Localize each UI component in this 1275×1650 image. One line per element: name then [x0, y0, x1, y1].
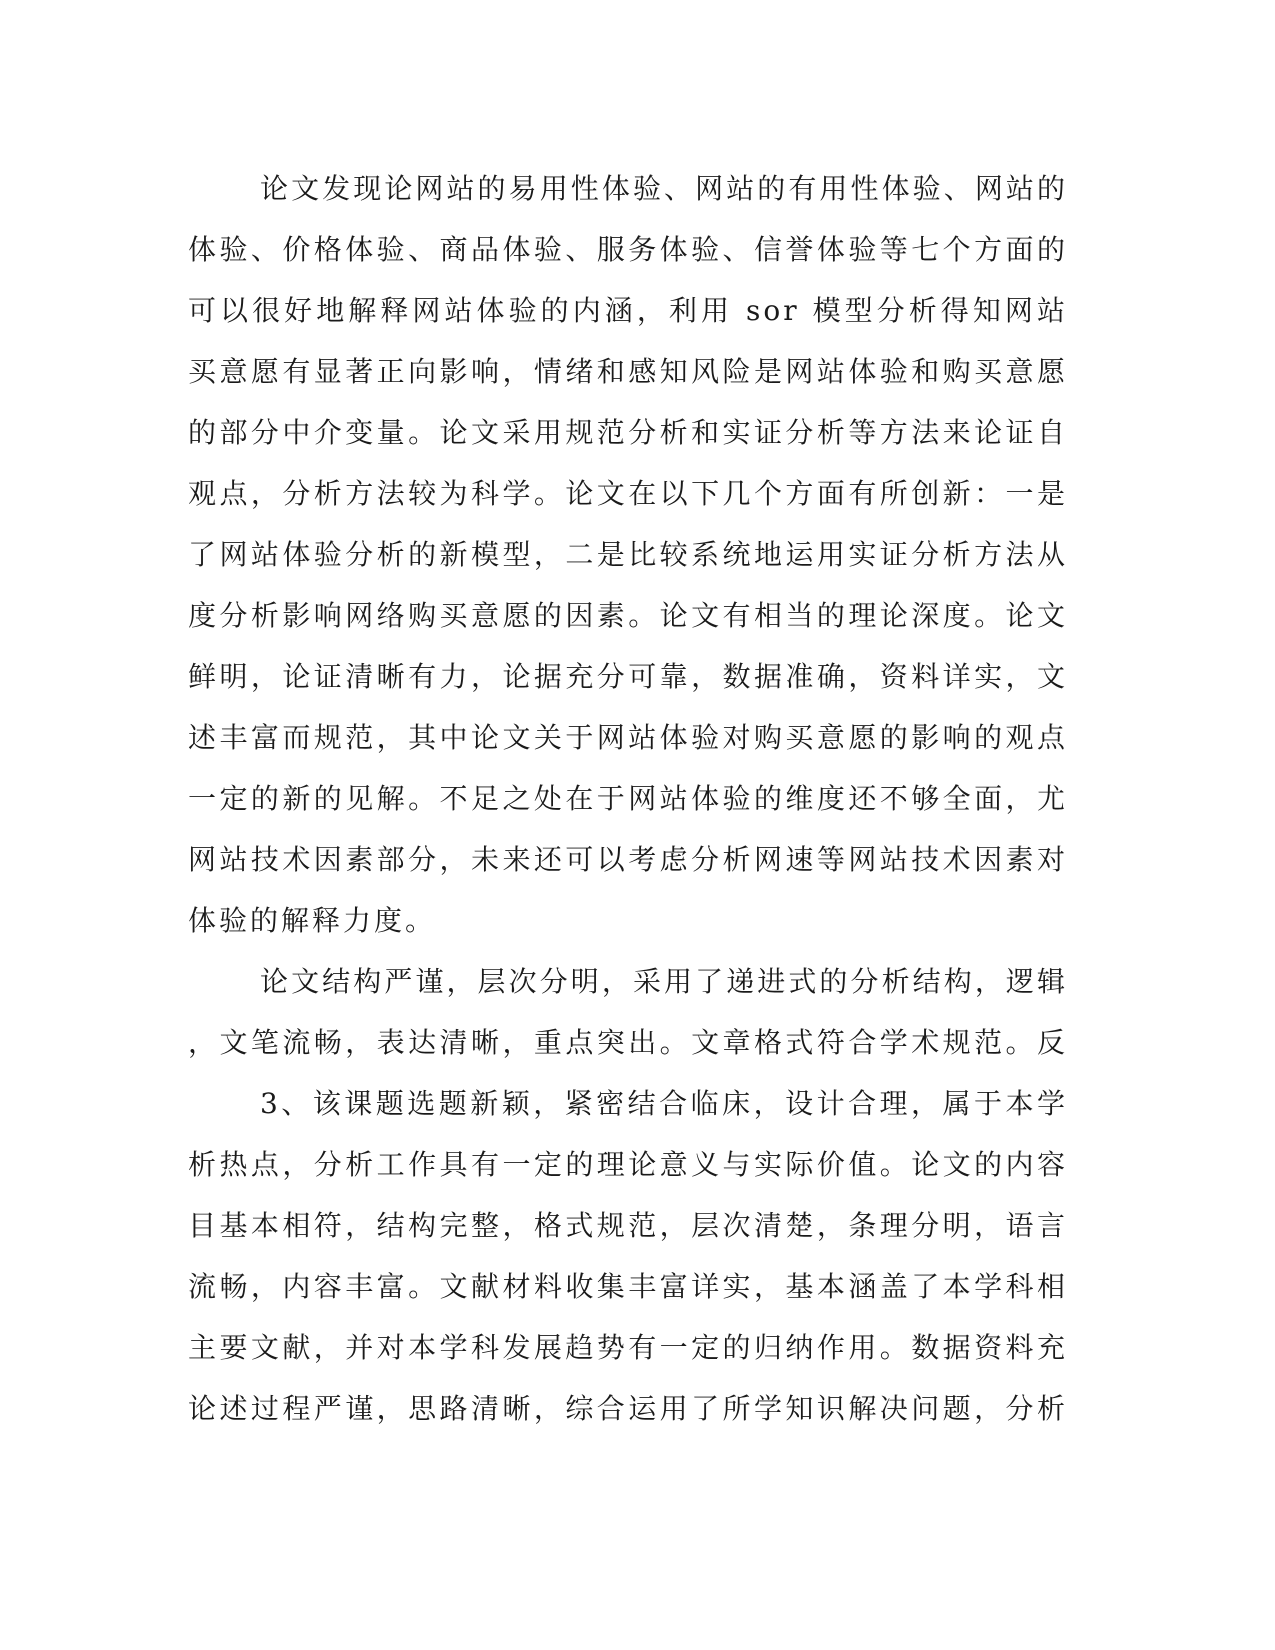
text-line: 析热点，分析工作具有一定的理论意义与实际价值。论文的内容	[188, 1148, 1068, 1181]
text-line: 3、该课题选题新颖，紧密结合临床，设计合理，属于本学	[260, 1087, 1068, 1120]
text-line: 体验、价格体验、商品体验、服务体验、信誉体验等七个方面的	[188, 233, 1068, 266]
text-line: ，文笔流畅，表达清晰，重点突出。文章格式符合学术规范。反	[188, 1026, 1068, 1059]
text-line: 观点，分析方法较为科学。论文在以下几个方面有所创新：一是	[188, 477, 1068, 510]
text-line: 论文结构严谨，层次分明，采用了递进式的分析结构，逻辑	[260, 965, 1068, 998]
text-line: 了网站体验分析的新模型，二是比较系统地运用实证分析方法从	[188, 538, 1068, 571]
text-line: 度分析影响网络购买意愿的因素。论文有相当的理论深度。论文	[188, 599, 1068, 632]
text-line: 论述过程严谨，思路清晰，综合运用了所学知识解决问题，分析	[188, 1392, 1068, 1425]
text-line: 目基本相符，结构完整，格式规范，层次清楚，条理分明，语言	[188, 1209, 1068, 1242]
text-line: 网站技术因素部分，未来还可以考虑分析网速等网站技术因素对	[188, 843, 1068, 876]
text-line: 流畅，内容丰富。文献材料收集丰富详实，基本涵盖了本学科相	[188, 1270, 1068, 1303]
text-line: 论文发现论网站的易用性体验、网站的有用性体验、网站的	[260, 172, 1068, 205]
text-line: 一定的新的见解。不足之处在于网站体验的维度还不够全面，尤	[188, 782, 1068, 815]
text-line: 买意愿有显著正向影响，情绪和感知风险是网站体验和购买意愿	[188, 355, 1068, 388]
text-line: 体验的解释力度。	[188, 904, 437, 937]
text-line: 可以很好地解释网站体验的内涵，利用 sor 模型分析得知网站	[188, 294, 1068, 327]
text-line: 述丰富而规范，其中论文关于网站体验对购买意愿的影响的观点	[188, 721, 1068, 754]
text-line: 主要文献，并对本学科发展趋势有一定的归纳作用。数据资料充	[188, 1331, 1068, 1364]
body-text	[188, 158, 1068, 1439]
text-line: 鲜明，论证清晰有力，论据充分可靠，数据准确，资料详实，文	[188, 660, 1068, 693]
text-line: 的部分中介变量。论文采用规范分析和实证分析等方法来论证自	[188, 416, 1068, 449]
